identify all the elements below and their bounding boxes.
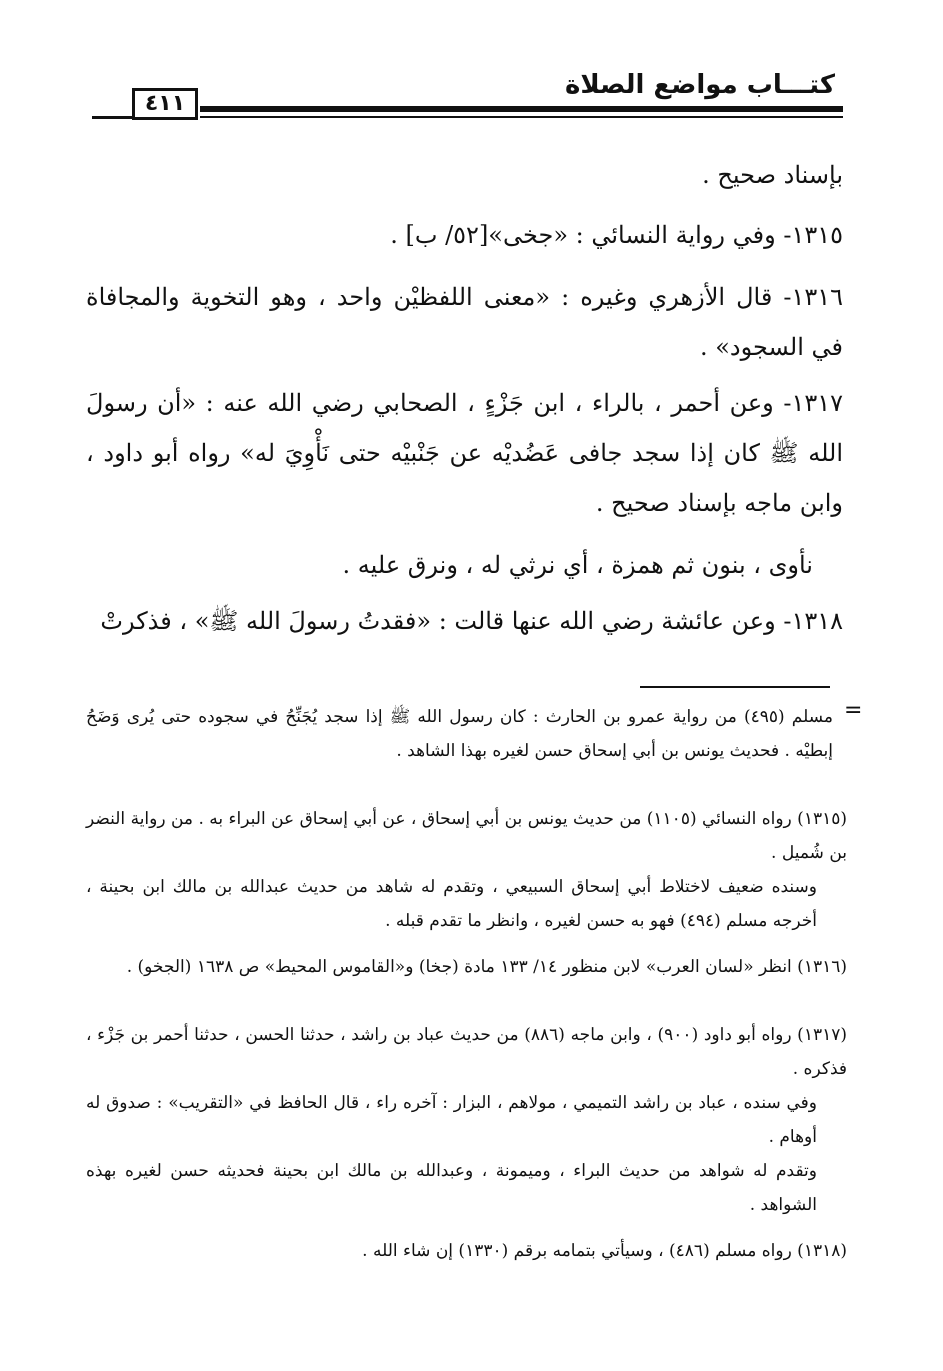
footnote-text: مسلم (٤٩٥) من رواية عمرو بن الحارث : كان رسول الله ﷺ إذا سجد يُجَنِّحُ في سجوده حتى يُرى وَضَحُ إبطيْه . فحديث يونس بن أبي إسحاق حسن لغيره بهذا الشاهد .	[86, 707, 834, 761]
running-title: كتـــاب مواضع الصلاة	[565, 70, 835, 100]
paragraph-text: ١٣١٧- وعن أحمر ، بالراء ، ابن جَزْءٍ ، الصحابي رضي الله عنه : «أن رسولَ الله ﷺ كان إذا سجد جافى عَضُديْه عن جَنْبيْه حتى نَأْوِيَ له» رواه أبو داود ، وابن ماجه بإسناد صحيح .	[86, 389, 843, 517]
footnote-text: (١٣١٧) رواه أبو داود (٩٠٠) ، وابن ماجه (٨٨٦) من حديث عباد بن راشد ، حدثنا الحسن ، حدثنا أحمر بن جَزْء ، فذكره .	[86, 1025, 847, 1079]
page-number: ٤١١	[132, 88, 198, 120]
footnote-1316	[86, 950, 847, 984]
footnote-1318	[86, 1234, 847, 1268]
paragraph-text: نأوى ، بنون ثم همزة ، أي نرثي له ، ونرق عليه .	[342, 551, 813, 579]
header-rule-thick	[200, 106, 843, 112]
paragraph-gloss	[86, 540, 843, 590]
footnote-text: وتقدم له شواهد من حديث البراء ، وميمونة ، وعبدالله بن مالك ابن بحينة فحديثه حسن لغيره بهذه الشواهد .	[86, 1161, 817, 1215]
footnote-text: (١٣١٦) انظر «لسان العرب» لابن منظور ١٤/ ١٣٣ مادة (جخا) و«القاموس المحيط» ص ١٦٣٨ (الجخو) .	[126, 957, 847, 977]
footnote-1317	[86, 1018, 847, 1222]
footnote-text: (١٣١٨) رواه مسلم (٤٨٦) ، وسيأتي بتمامه برقم (١٣٣٠) إن شاء الله .	[362, 1241, 847, 1261]
footnote-text: وفي سنده ، عباد بن راشد التميمي ، مولاهم ، البزار : آخره راء ، قال الحافظ في «التقريب» : صدوق له أوهام .	[86, 1093, 817, 1147]
footnote-continued	[86, 700, 833, 768]
paragraph-text: ١٣١٨- وعن عائشة رضي الله عنها قالت : «فقدتُ رسولَ الله ﷺ» ، فذكرتْ	[100, 607, 843, 635]
paragraph-1318	[86, 596, 843, 646]
footnote-text: (١٣١٥) رواه النسائي (١١٠٥) من حديث يونس بن أبي إسحاق ، عن أبي إسحاق عن البراء به . من رواية النضر بن شُميل .	[86, 809, 847, 863]
paragraph-text: ١٣١٦- قال الأزهري وغيره : «معنى اللفظيْن واحد ، وهو التخوية والمجافاة في السجود» .	[86, 283, 843, 361]
paragraph-1315	[86, 210, 843, 260]
paragraph-text: بإسناد صحيح .	[702, 161, 843, 189]
footnote-1315	[86, 802, 847, 938]
header-rule-thin	[200, 116, 843, 118]
paragraph-1317	[86, 378, 843, 528]
paragraph-1	[86, 150, 843, 200]
header-rule-left	[92, 116, 132, 119]
continuation-marker: =	[844, 698, 863, 723]
footnote-divider	[640, 686, 830, 688]
paragraph-text: ١٣١٥- وفي رواية النسائي : «جخى»[٥٢/ ب] .	[390, 221, 843, 249]
footnote-text: وسنده ضعيف لاختلاط أبي إسحاق السبيعي ، وتقدم له شاهد من حديث عبدالله بن مالك ابن بحينة ، أخرجه مسلم (٤٩٤) فهو به حسن لغيره ، وانظر ما تقدم قبله .	[86, 877, 817, 931]
paragraph-1316	[86, 272, 843, 372]
